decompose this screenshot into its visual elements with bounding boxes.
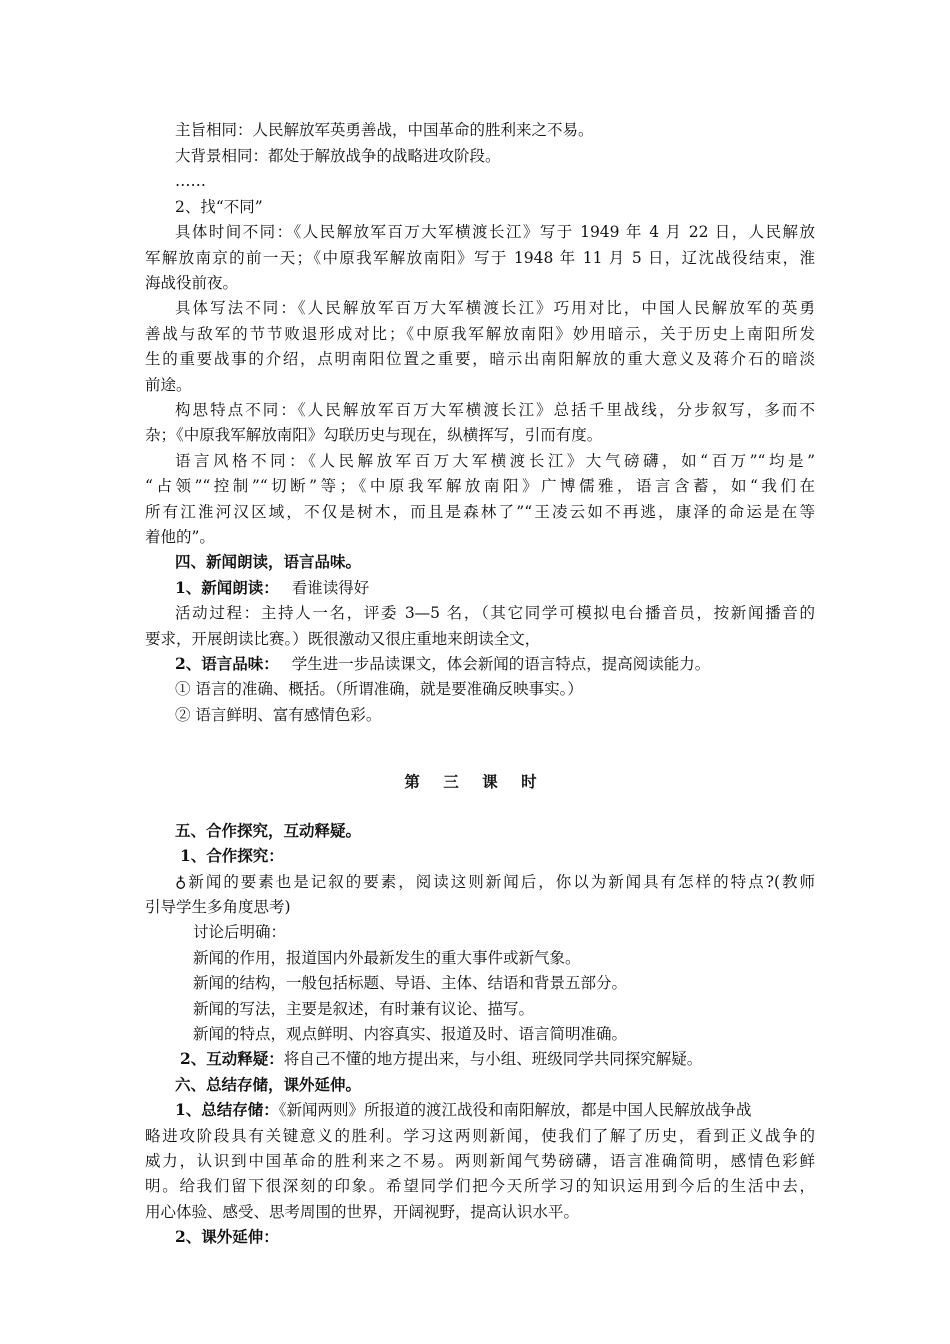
paragraph-line: 构思特点不同：《人民解放军百万大军横渡长江》总括千里战线，分步叙写，多而不 — [175, 401, 815, 419]
item-line — [175, 576, 845, 600]
item-label: 1、总结存储： — [175, 1100, 279, 1119]
paragraph-line: 威力，认识到中国革命的胜利来之不易。两则新闻气势磅礴，语言准确简明，感情色彩鲜 — [145, 1152, 815, 1170]
item-label: 2、互动释疑： — [180, 1049, 284, 1068]
paragraph-line: ♁新闻的要素也是记叙的要素，阅读这则新闻后，你以为新闻具有怎样的特点?(教师 — [175, 873, 815, 891]
item-text: 看谁读得好 — [291, 579, 370, 597]
paragraph-line: 着他的”。 — [145, 528, 215, 546]
paragraph-line: 语言风格不同：《人民解放军百万大军横渡长江》大气磅礴，如“百万”“均是” — [175, 452, 815, 470]
paragraph-line: 新闻的结构，一般包括标题、导语、主体、结语和背景五部分。 — [193, 974, 628, 992]
paragraph-line: 所有江淮河汉区域，不仅是树木，而且是森林了”“王凌云如不再逃，康泽的命运是在等 — [145, 503, 815, 521]
item-line — [175, 652, 845, 676]
list-item: ① 语言的准确、概括。（所谓准确，就是要准确反映事实。） — [175, 680, 583, 698]
item-line — [175, 1098, 845, 1122]
paragraph-line: 要求，开展朗读比赛。）既很激动又很庄重地来朗读全文， — [145, 630, 541, 648]
list-item: ② 语言鲜明、富有感情色彩。 — [175, 706, 382, 724]
paragraph-line: 明。给我们留下很深刻的印象。希望同学们把今天所学习的知识运用到今后的生活中去， — [145, 1177, 815, 1195]
lesson-heading: 第 三 课 时 — [404, 772, 546, 791]
paragraph-line: “占领”“控制”“切断”等；《中原我军解放南阳》广博儒雅，语言含蓄，如“我们在 — [145, 477, 815, 495]
paragraph-line: 新闻的特点，观点鲜明、内容真实、报道及时、语言简明准确。 — [193, 1025, 628, 1043]
paragraph-line: 具体时间不同：《人民解放军百万大军横渡长江》写于 1949 年 4 月 22 日，人民解放 — [175, 223, 815, 241]
paragraph-line: 具体写法不同：《人民解放军百万大军横渡长江》巧用对比，中国人民解放军的英勇 — [175, 299, 815, 317]
paragraph-line: 善战与敌军的节节败退形成对比；《中原我军解放南阳》妙用暗示，关于历史上南阳所发 — [145, 325, 815, 343]
paragraph-line: 主旨相同：人民解放军英勇善战，中国革命的胜利来之不易。 — [175, 121, 594, 139]
section-heading: 六、总结存储，课外延伸。 — [175, 1075, 362, 1094]
section-heading: 四、新闻朗读，语言品味。 — [175, 552, 362, 571]
paragraph-line: 大背景相同：都处于解放战争的战略进攻阶段。 — [175, 147, 501, 165]
item-text: 《新闻两则》所报道的渡江战役和南阳解放，都是中国人民解放战争战 — [278, 1101, 752, 1119]
paragraph-line: 新闻的作用，报道国内外最新发生的重大事件或新气象。 — [193, 949, 581, 967]
paragraph-line: 讨论后明确： — [193, 923, 287, 941]
ellipsis-line: …… — [175, 172, 206, 190]
paragraph-line: 海战役前夜。 — [145, 274, 239, 292]
paragraph-line: 引导学生多角度思考) — [145, 898, 291, 916]
subsection-title: 2、课外延伸： — [175, 1227, 279, 1246]
item-text: 学生进一步品读课文，体会新闻的语言特点，提高阅读能力。 — [291, 655, 711, 673]
paragraph-line: 略进攻阶段具有关键意义的胜利。学习这两则新闻，使我们了解了历史，看到正义战争的 — [145, 1127, 815, 1145]
item-text: 将自己不懂的地方提出来，与小组、班级同学共同探究解疑。 — [283, 1050, 703, 1068]
paragraph-line: 新闻的写法，主要是叙述，有时兼有议论、描写。 — [193, 1000, 535, 1018]
paragraph-line: 军解放南京的前一天；《中原我军解放南阳》写于 1948 年 11 月 5 日，辽沈战役结束，淮 — [145, 249, 815, 267]
item-line — [180, 1047, 850, 1071]
item-label: 1、新闻朗读： — [175, 578, 279, 597]
subsection-title: 1、合作探究： — [180, 846, 284, 865]
paragraph-line: 杂；《中原我军解放南阳》勾联历史与现在，纵横挥写，引而有度。 — [145, 426, 603, 444]
paragraph-line: 用心体验、感受、思考周围的世界，开阔视野，提高认识水平。 — [145, 1203, 580, 1221]
subsection-title: 2、找“不同” — [175, 198, 263, 216]
paragraph-line: 活动过程：主持人一名，评委 3—5 名，（其它同学可模拟电台播音员，按新闻播音的 — [175, 604, 815, 622]
section-heading: 五、合作探究，互动释疑。 — [175, 821, 362, 840]
paragraph-line: 生的重要战事的介绍，点明南阳位置之重要，暗示出南阳解放的重大意义及蒋介石的暗淡 — [145, 350, 815, 368]
paragraph-line: 前途。 — [145, 376, 192, 394]
item-label: 2、语言品味： — [175, 654, 279, 673]
